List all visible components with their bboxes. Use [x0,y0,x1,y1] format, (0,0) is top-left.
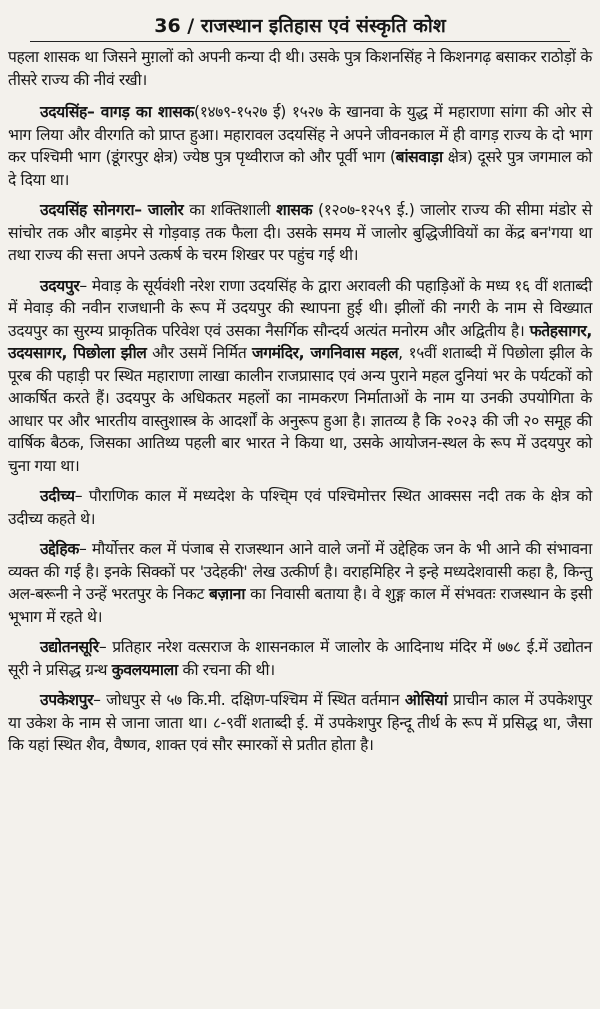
bold-term: बज़ाना [208,585,246,603]
entry-text: का निवासी बताया है। वे शुङ्ग काल में संभवतः राजस्थान के इसी भूभाग में रहते थे। [8,585,592,626]
entry-text: , १५वीं शताब्दी में पिछोला झील के पूरब की पहाड़ी पर स्थित महाराणा लाखा कालीन राजप्रासाद एवं अन्य पुराने महल दुनियां भर के पर्यटकों को आकर्षित करते हैं। उदयपुर के अधिकतर महलों का नामकरण निर्माताओं के नाम या उनकी उपयोगिता के आधार पर और भारतीय वास्तुशास्त्र के आदर्शों के अनुरूप हुआ है। ज्ञातव्य है कि २०२३ की जी २० समूह की वार्षिक बैठक, जिसका आतिथ्य पहली बार भारत ने किया था, उसके आयोजन-स्थल के रूप में उदयपुर को चुना गया था। [8,344,592,475]
bold-term: फतेहसागर, उदयसागर, पिछोला झील [8,321,592,362]
dictionary-entry [8,275,592,478]
entry-text: – मौर्योत्तर कल में पंजाब से राजस्थान आने वाले जनों में उद्देहिक जन के भी आने की संभावना व्यक्त की गई है। इनके सिक्कों पर 'उदेहकी' लेख उत्कीर्ण है। वराहमिहिर ने इन्हे मध्यदेशवासी कहा है, किन्तु अल-बरूनी ने उन्हें भरतपुर के निकट [8,540,592,603]
entry-text: का शक्तिशाली [183,201,277,219]
entry-headword: उदयसिंह– वागड़ का शासक [40,103,195,121]
entry-text: – प्रतिहार नरेश वत्सराज के शासनकाल में जालोर के आदिनाथ मंदिर में ७७८ ई.में उद्योतन सूरी ने प्रसिद्ध ग्रन्थ [8,638,592,679]
bold-term: जगमंदिर, जगनिवास महल [252,344,399,362]
entry-text: – जोधपुर से ५७ कि.मी. दक्षिण-पश्चिम में स्थित वर्तमान [93,691,405,709]
bold-term: शासक [276,201,313,219]
entry-headword: उदयपुर [40,276,80,295]
entry-headword: उदीच्य [40,487,75,505]
entries-container [8,46,592,757]
dictionary-entry [8,689,592,757]
dictionary-entry [8,101,592,191]
dictionary-entry [8,485,592,530]
bold-term: ओसियां [404,691,448,709]
entry-text: – पौराणिक काल में मध्यदेश के पश्चि्म एवं पश्चिमोत्तर स्थित आक्सस नदी तक के क्षेत्र को उदीच्य कहते थे। [8,487,592,528]
entry-text: प्राचीन काल में उपकेशपुर या उकेश के नाम से जाना जाता था। ८-९वीं शताब्दी ई. में उपकेशपुर हिन्दू तीर्थ के रूप में प्रसिद्ध था, जैसा कि यहां स्थित शैव, वैष्णव, शाक्त एवं सौर स्मारकों से प्रतीत होता है। [8,691,593,754]
entry-text: (१४७९-१५२७ ई) १५२७ के खानवा के युद्ध में महाराणा सांगा की ओर से भाग लिया और वीरगति को प्राप्त हुआ। महारावल उदयसिंह ने अपने जीवनकाल में ही वागड़ राज्य के दो भाग कर पश्चिमी भाग (डूंगरपुर क्षेत्र) ज्येष्ठ पुत्र पृथ्वीराज को और पूर्वी भाग ( [8,103,592,166]
bold-term: कुवलयमाला [111,660,178,679]
dictionary-entry [8,538,592,628]
entry-headword: उदयसिंह सोनगरा– जालोर [40,201,184,219]
entry-text: की रचना की थी। [177,660,275,679]
entry-text: (१२०७-१२५९ ई.) जालोर राज्य की सीमा मंडोर से सांचोर तक और बाड़मेर से गोड़वाड़ तक फैला दी। उसके समय में जालोर बुद्धिजीवियों का केंद्र बन'गया था तथा राज्य की सत्ता अपने उत्कर्ष के चरम शिखर पर पहुंच गई थी। [8,201,592,264]
bold-term: बांसवाड़ा [395,148,443,166]
dictionary-entry [8,46,592,91]
entry-headword: उपकेशपुर [40,691,94,709]
entry-text: पहला शासक था जिसने मुग़लों को अपनी कन्या दी थी। उसके पुत्र किशनसिंह ने किशनगढ़ बसाकर राठोड़ों के तीसरे राज्य की नीवं रखी। [8,48,592,89]
dictionary-entry [8,199,592,267]
running-header: 36 / राजस्थान इतिहास एवं संस्कृति कोश [30,14,570,42]
entry-headword: उद्देहिक [40,540,79,558]
entry-text: और उसमें निर्मित [146,344,253,362]
dictionary-entry [8,636,592,681]
entry-text: क्षेत्र) दूसरे पुत्र जगमाल को दे दिया था। [8,148,592,189]
entry-headword: उद्योतनसूरि [40,638,99,656]
entry-text: – मेवाड़ के सूर्यवंशी नरेश राणा उदयसिंह के द्वारा अरावली की पहाड़िओं के मध्य १६ वीं शताब्दी में मेवाड़ की नवीन राजधानी के रूप में उदयपुर की स्थापना हुई थी। झीलों की नगरी के नाम से विख्यात उदयपुर का सुरम्य प्राकृतिक परिवेश एवं उसका नैसर्गिक सौन्दर्य अत्यंत मनोरम और अद्वितीय है। [8,276,592,340]
